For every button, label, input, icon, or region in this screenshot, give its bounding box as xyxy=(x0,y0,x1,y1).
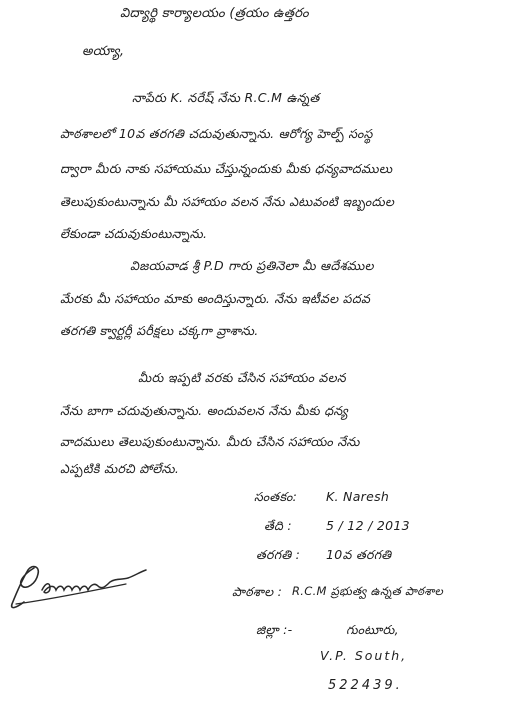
pincode: 522439. xyxy=(328,678,403,693)
district-value: గుంటూరు, xyxy=(346,622,399,637)
letter-heading: విద్యార్థి కార్యాలయం (త్రయం ఉత్తరం xyxy=(120,6,309,21)
body-line: విజయవాడ శ్రీ P.D గారు ప్రతినెలా మీ ఆదేశముల xyxy=(130,258,374,273)
body-line: నేను బాగా చదువుతున్నాను. అందువలన నేను మీకు ధన్య xyxy=(60,403,348,418)
body-line: నాపేరు K. నరేష్ నేను R.C.M ఉన్నత xyxy=(132,90,320,105)
class-value: 10వ తరగతి xyxy=(326,547,392,562)
body-line: తరగతి క్వార్టర్లీ పరీక్షలు చక్కగా వ్రాశాను. xyxy=(60,323,259,338)
date-label: తేది : xyxy=(264,518,292,533)
class-label: తరగతి : xyxy=(256,547,301,562)
body-line: లేకుండా చదువుకుంటున్నాను. xyxy=(60,226,208,241)
body-line: పాఠశాలలో 10వ తరగతి చదువుతున్నాను. ఆరోగ్య హెల్ప్ సంస్థ xyxy=(60,126,373,141)
district-label: జిల్లా :- xyxy=(256,622,293,637)
body-line: మీరు ఇప్పటి వరకు చేసిన సహాయం వలన xyxy=(138,370,346,385)
body-line: వాదములు తెలుపుకుంటున్నాను. మీరు చేసిన సహాయం నేను xyxy=(60,434,360,449)
signature-label: సంతకం: xyxy=(254,489,298,504)
handwritten-signature xyxy=(6,560,156,616)
date-value: 5 / 12 / 2013 xyxy=(326,518,410,533)
body-line: ద్వారా మీరు నాకు సహాయము చేస్తున్నందుకు మీకు ధన్యవాదములు xyxy=(60,161,393,176)
body-line: తెలుపుకుంటున్నాను మీ సహాయం వలన నేను ఎటువంటి ఇబ్బందుల xyxy=(60,194,395,209)
signature-value: K. Naresh xyxy=(326,489,390,504)
school-label: పాఠశాల : xyxy=(232,584,283,599)
school-value: R.C.M ప్రభుత్వ ఉన్నత పాఠశాల xyxy=(292,584,444,598)
address-line: V.P. South, xyxy=(320,648,408,663)
body-line: మేరకు మీ సహాయం మాకు అందిస్తున్నారు. నేను ఇటీవల పదవ xyxy=(60,291,371,306)
body-line: ఎప్పటికి మరచి పోలేను. xyxy=(60,461,180,476)
letter-salutation: అయ్యా, xyxy=(82,44,125,59)
